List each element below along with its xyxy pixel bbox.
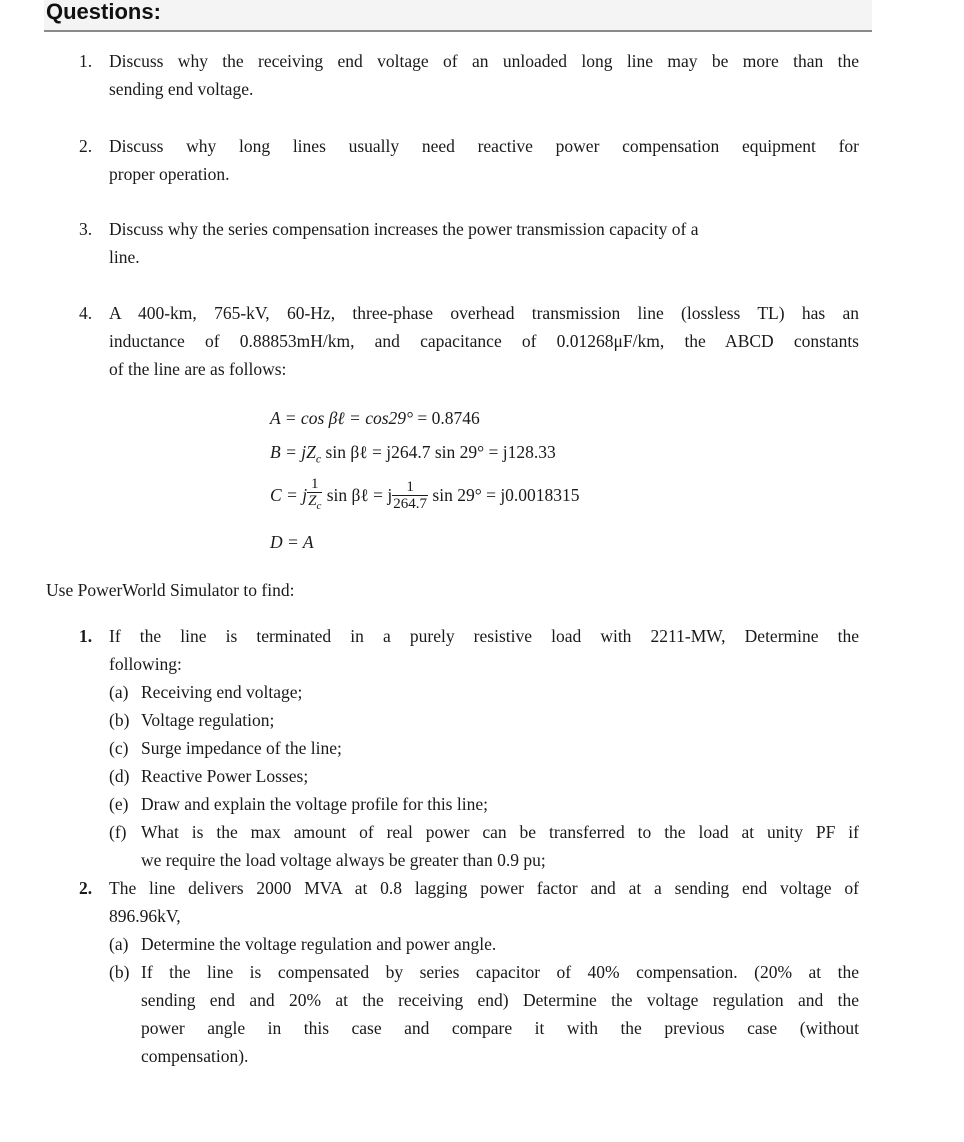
question-number: 3. <box>79 219 93 239</box>
sub-text: If the line is compensated by series capacitor of 40% compensation. (20% at the <box>141 962 859 982</box>
sub-label: (a) <box>109 682 129 702</box>
question-text: sending end voltage. <box>109 79 254 99</box>
question-number: 2. <box>79 136 93 156</box>
part-number: 2. <box>79 878 93 898</box>
sub-label: (c) <box>109 738 129 758</box>
sub-text: Surge impedance of the line; <box>141 738 342 758</box>
equation-b: $B = jZ_c$ sin βℓ = j264.7 sin 29° = j128.33 <box>270 442 556 466</box>
question-text: line. <box>109 247 140 267</box>
question-number: 1. <box>79 51 93 71</box>
equation-c: C = j $\frac{1}{Z_c}$ sin βℓ = j $\frac{1}{264.7}$ sin 29° = j0.0018315 <box>270 476 580 512</box>
question-text: Discuss why the series compensation increases the power transmission capacity of a <box>109 219 699 239</box>
part-text: following: <box>109 654 182 674</box>
question-text: Discuss why long lines usually need reactive power compensation equipment for <box>109 136 859 156</box>
sub-text: What is the max amount of real power can be transferred to the load at unity PF if <box>141 822 859 842</box>
sub-text: Reactive Power Losses; <box>141 766 309 786</box>
equation-d: D = A <box>270 532 314 552</box>
sub-text: Receiving end voltage; <box>141 682 303 702</box>
part-number: 1. <box>79 626 93 646</box>
sub-text: sending end and 20% at the receiving end) Determine the voltage regulation and the <box>141 990 859 1010</box>
question-text: of the line are as follows: <box>109 359 287 379</box>
question-text: Discuss why the receiving end voltage of an unloaded long line may be more than the <box>109 51 859 71</box>
sub-label: (a) <box>109 934 129 954</box>
sub-label: (b) <box>109 710 130 730</box>
question-text: proper operation. <box>109 164 230 184</box>
sub-label: (d) <box>109 766 130 786</box>
section-intro: Use PowerWorld Simulator to find: <box>46 580 295 600</box>
sub-text: Voltage regulation; <box>141 710 275 730</box>
sub-text: Determine the voltage regulation and power angle. <box>141 934 497 954</box>
sub-label: (e) <box>109 794 129 814</box>
part-text: 896.96kV, <box>109 906 181 926</box>
sub-text: Draw and explain the voltage profile for this line; <box>141 794 488 814</box>
sub-text: power angle in this case and compare it with the previous case (without <box>141 1018 859 1038</box>
questions-header <box>44 0 872 32</box>
question-number: 4. <box>79 303 93 323</box>
part-text: The line delivers 2000 MVA at 0.8 lagging power factor and at a sending end voltage of <box>109 878 859 898</box>
question-text: A 400-km, 765-kV, 60-Hz, three-phase overhead transmission line (lossless TL) has an <box>109 303 859 323</box>
part-text: If the line is terminated in a purely resistive load with 2211-MW, Determine the <box>109 626 859 646</box>
sub-text: we require the load voltage always be greater than 0.9 pu; <box>141 850 546 870</box>
equation-a: A = cos βℓ = cos29° = 0.8746 <box>270 408 480 428</box>
question-text: inductance of 0.88853mH/km, and capacitance of 0.01268μF/km, the ABCD constants <box>109 331 859 351</box>
sub-text: compensation). <box>141 1046 249 1066</box>
sub-label: (b) <box>109 962 130 982</box>
sub-label: (f) <box>109 822 127 842</box>
page-title: Questions: <box>46 0 161 24</box>
